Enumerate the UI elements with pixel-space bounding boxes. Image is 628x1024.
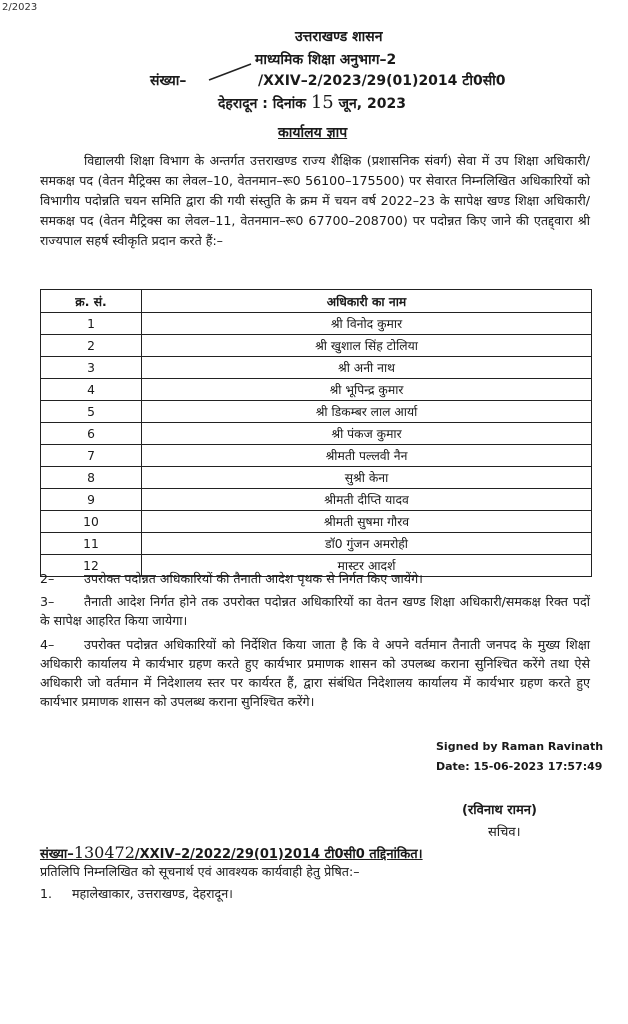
serial-cell: 9 (41, 489, 142, 511)
document-title: कार्यालय ज्ञाप (278, 125, 348, 141)
officer-name-cell: श्री अनी नाथ (142, 357, 592, 379)
page-corner-number: 2/2023 (2, 2, 38, 13)
point-2 (40, 569, 590, 588)
copy-item-text: महालेखाकार, उत्तराखण्ड, देहरादून। (72, 886, 233, 901)
table-row (41, 401, 592, 423)
serial-cell: 3 (41, 357, 142, 379)
officer-name-cell: श्रीमती दीप्ति यादव (142, 489, 592, 511)
officer-name-cell: श्री भूपिन्द्र कुमार (142, 379, 592, 401)
section-heading: माध्यमिक शिक्षा अनुभाग–2 (255, 52, 397, 68)
serial-cell: 7 (41, 445, 142, 467)
serial-cell: 6 (41, 423, 142, 445)
date-day: 15 (310, 92, 334, 113)
date-prefix: देहरादून : दिनांक (218, 96, 306, 112)
point-number: 4– (40, 637, 55, 652)
copy-handwritten-number: 130472 (73, 843, 135, 862)
copy-list-item (40, 885, 233, 902)
serial-cell: 11 (41, 533, 142, 555)
point-4 (40, 635, 590, 711)
officer-name-cell: श्री खुशाल सिंह टोलिया (142, 335, 592, 357)
name-header: अधिकारी का नाम (142, 290, 592, 313)
reference-number: /XXIV–2/2023/29(01)2014 टी0सी0 (258, 73, 506, 89)
officer-name-cell: सुश्री केना (142, 467, 592, 489)
officers-table (40, 289, 592, 577)
copy-reference-line (40, 843, 423, 862)
officer-name-cell: श्रीमती सुषमा गौरव (142, 511, 592, 533)
point-text: उपरोक्त पदोन्नत अधिकारियों को निर्देशित किया जाता है कि वे अपने वर्तमान तैनाती जनपद के मुख्य शिक्षा अधिकारी कार्यालय मे कार्यभार ग्रहण करते हुए कार्यभार प्रमाणक शासन को उपलब्ध कराना सुनिश्चित करेंगे तथा ऐसे अधिकारी जो वर्तमान में निदेशालय स्तर पर कार्यरत हैं, द्वारा संबंधित निदेशालय कार्यालय में कार्यभार ग्रहण करते हुए कार्यभार प्रमाणक शासन को उपलब्ध कराना सुनिश्चित करेंगे। (40, 637, 590, 709)
table-row (41, 467, 592, 489)
officer-name-cell: श्री विनोद कुमार (142, 313, 592, 335)
point-text: तैनाती आदेश निर्गत होने तक उपरोक्त पदोन्नत अधिकारियों का वेतन खण्ड शिक्षा अधिकारी/समकक्ष रिक्त पदों के सापेक्ष आहरित किया जायेगा। (40, 594, 590, 628)
copy-item-number: 1. (40, 886, 53, 901)
serial-header: क्र. सं. (41, 290, 142, 313)
serial-cell: 4 (41, 379, 142, 401)
table-row (41, 489, 592, 511)
order-paragraph: विद्यालयी शिक्षा विभाग के अन्तर्गत उत्तराखण्ड राज्य शैक्षिक (प्रशासनिक संवर्ग) सेवा में उप शिक्षा अधिकारी/समकक्ष पद (वेतन मैट्रिक्स का लेवल–10, वेतनमान–रू0 56100–175500) पर सेवारत निम्नलिखित अधिकारियों को विभागीय पदोन्नति चयन समिति द्वारा की गयी संस्तुति के क्रम में चयन वर्ष 2022–23 के सापेक्ष खण्ड शिक्षा अधिकारी/समकक्ष पद (वेतन मैट्रिक्स का लेवल–11, वेतनमान–रू0 67700–208700) पर पदोन्नत किए जाने की एतद्द्वारा श्री राज्यपाल सहर्ष स्वीकृति प्रदान करते हैं:– (40, 153, 590, 248)
copy-intro: प्रतिलिपि निम्नलिखित को सूचनार्थ एवं आवश्यक कार्यवाही हेतु प्रेषित:– (40, 864, 360, 879)
serial-cell: 8 (41, 467, 142, 489)
officer-name-cell: श्री पंकज कुमार (142, 423, 592, 445)
officer-name-cell: श्री डिकम्बर लाल आर्या (142, 401, 592, 423)
table-row (41, 335, 592, 357)
point-number: 3– (40, 594, 55, 609)
officer-name-cell: मास्टर आदर्श (142, 555, 592, 577)
serial-cell: 1 (41, 313, 142, 335)
date-suffix: जून, 2023 (338, 96, 406, 112)
serial-cell: 2 (41, 335, 142, 357)
serial-cell: 12 (41, 555, 142, 577)
signature-date: Date: 15-06-2023 17:57:49 (436, 760, 603, 773)
table-row (41, 357, 592, 379)
signed-by: Signed by Raman Ravinath (436, 740, 604, 753)
table-header-row (41, 290, 592, 313)
table-row (41, 445, 592, 467)
table-row (41, 511, 592, 533)
signatory-designation: सचिव। (488, 825, 521, 840)
digital-signature-block (436, 737, 606, 777)
government-heading: उत्तराखण्ड शासन (295, 29, 383, 45)
table-row (41, 423, 592, 445)
point-3 (40, 592, 590, 630)
serial-cell: 10 (41, 511, 142, 533)
table-row (41, 379, 592, 401)
copy-number-label: संख्या– (40, 847, 74, 862)
officer-name-cell: श्रीमती पल्लवी नैन (142, 445, 592, 467)
table-row (41, 533, 592, 555)
handwritten-slash-mark (205, 60, 255, 84)
table-row (41, 313, 592, 335)
serial-cell: 5 (41, 401, 142, 423)
officer-name-cell: डॉ0 गुंजन अमरोही (142, 533, 592, 555)
signatory-name: (रविनाथ रामन) (462, 803, 537, 818)
point-text: उपरोक्त पदोन्नत अधिकारियों की तैनाती आदेश पृथक से निर्गत किए जायेंगे। (84, 571, 423, 586)
point-number: 2– (40, 571, 55, 586)
number-label: संख्या– (150, 73, 187, 89)
copy-reference: /XXIV–2/2022/29(01)2014 टी0सी0 तद्दिनांकित। (134, 847, 423, 862)
date-line (218, 92, 406, 113)
